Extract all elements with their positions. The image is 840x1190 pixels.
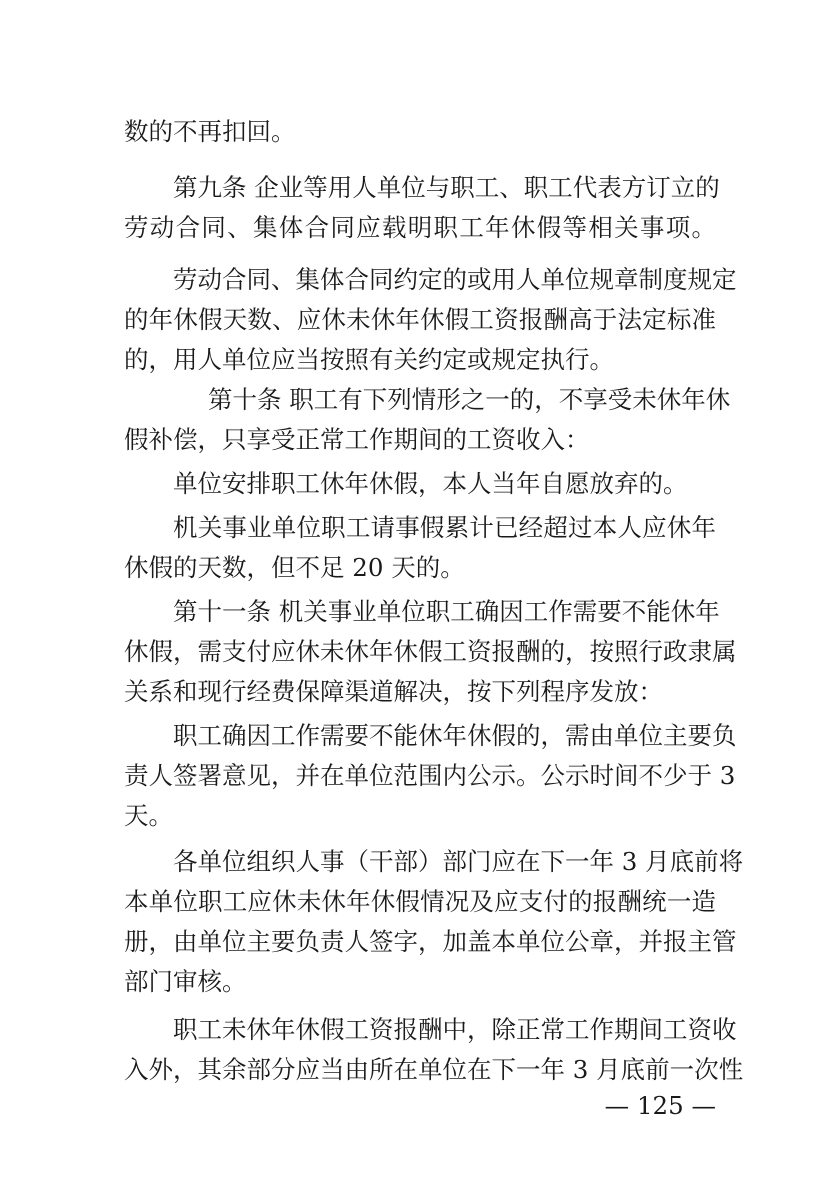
text-line: 职工确因工作需要不能休年休假的，需由单位主要负 [173, 721, 737, 750]
text-line: 休假的天数，但不足 20 天的。 [124, 553, 465, 582]
text-line: 天。 [124, 801, 173, 830]
text-line: 第十一条 机关事业单位职工确因工作需要不能休年 [173, 597, 720, 626]
text-line: 的年休假天数、应休未休年休假工资报酬高于法定标准 [124, 305, 716, 334]
text-line: 休假，需支付应休未休年休假工资报酬的，按照行政隶属 [124, 637, 737, 666]
text-line: 职工未休年休假工资报酬中，除正常工作期间工资收 [173, 1015, 737, 1044]
text-line: 第十条 职工有下列情形之一的，不享受未休年休 [208, 385, 731, 414]
text-line: 的，用人单位应当按照有关约定或规定执行。 [124, 345, 614, 374]
text-line: 第九条 企业等用人单位与职工、职工代表方订立的 [173, 173, 720, 202]
text-line: 假补偿，只享受正常工作期间的工资收入： [124, 425, 590, 454]
text-line: 责人签署意见，并在单位范围内公示。公示时间不少于 3 [124, 761, 736, 790]
text-line: 机关事业单位职工请事假累计已经超过本人应休年 [173, 513, 716, 542]
text-line: 劳动合同、集体合同约定的或用人单位规章制度规定 [173, 265, 737, 294]
text-line: 关系和现行经费保障渠道解决，按下列程序发放： [124, 677, 663, 706]
text-line: 册，由单位主要负责人签字，加盖本单位公章，并报主管 [124, 927, 737, 956]
text-line: 入外，其余部分应当由所在单位在下一年 3 月底前一次性 [124, 1055, 744, 1084]
text-line: 部门审核。 [124, 967, 247, 996]
text-line: 本单位职工应休未休年休假情况及应支付的报酬统一造 [124, 887, 716, 916]
text-line: 单位安排职工休年休假，本人当年自愿放弃的。 [173, 469, 688, 498]
page-number: — 125 — [604, 1091, 716, 1120]
text-line: 劳动合同、集体合同应载明职工年休假等相关事项。 [124, 213, 716, 242]
text-line: 数的不再扣回。 [124, 117, 296, 146]
text-line: 各单位组织人事（干部）部门应在下一年 3 月底前将 [173, 847, 744, 876]
